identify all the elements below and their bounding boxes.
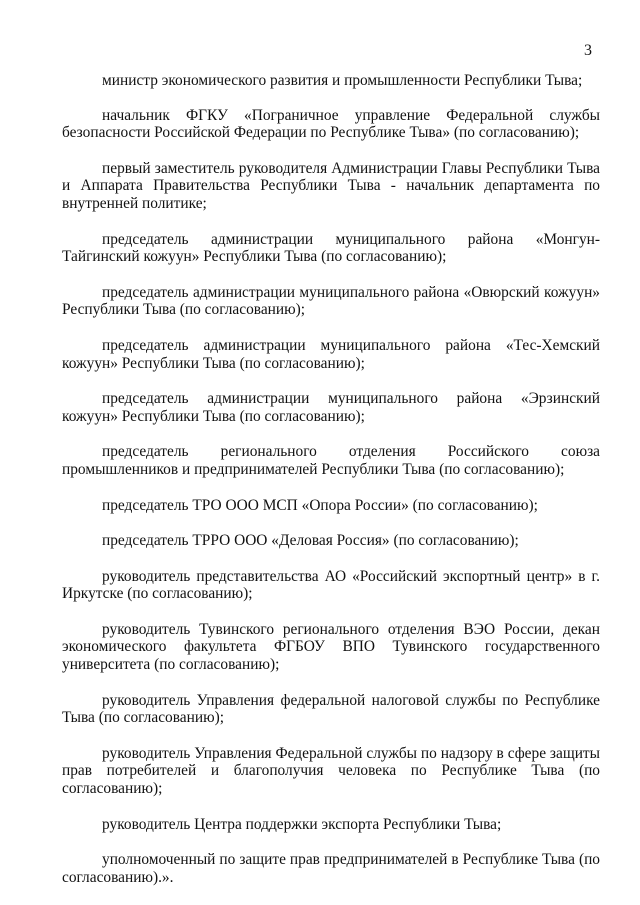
- list-item: председатель регионального отделения Российского союза промышленников и предпринимателей Республики Тыва (по согласованию);: [62, 443, 600, 478]
- list-item: первый заместитель руководителя Администрации Главы Республики Тыва и Аппарата Правительства Республики Тыва - начальник департамента по внутренней политике;: [62, 159, 600, 212]
- list-item: начальник ФГКУ «Пограничное управление Федеральной службы безопасности Российской Федерации по Республике Тыва» (по согласованию);: [62, 106, 600, 142]
- list-item: председатель администрации муниципального района «Монгун-Тайгинский кожуун» Республики Тыва (по согласованию);: [62, 230, 600, 266]
- list-item: председатель ТРРО ООО «Деловая Россия» (по согласованию);: [102, 532, 519, 550]
- list-item: министр экономического развития и промышленности Республики Тыва;: [102, 72, 583, 89]
- list-item: председатель ТРО ООО МСП «Опора России» (по согласованию);: [102, 496, 538, 514]
- list-item: председатель администрации муниципального района «Эрзинский кожуун» Республики Тыва (по согласованию);: [62, 390, 600, 425]
- list-item: уполномоченный по защите прав предпринимателей в Республике Тыва (по согласованию).».: [62, 851, 600, 886]
- list-item: председатель администрации муниципального района «Овюрский кожуун» Республики Тыва (по согласованию);: [62, 283, 600, 319]
- page-number: 3: [584, 42, 592, 59]
- list-item: руководитель Управления федеральной налоговой службы по Республике Тыва (по согласованию);: [62, 691, 600, 727]
- list-item: руководитель Центра поддержки экспорта Республики Тыва;: [102, 815, 502, 833]
- list-item: руководитель представительства АО «Российский экспортный центр» в г. Иркутске (по согласованию);: [62, 567, 600, 603]
- list-item: руководитель Тувинского регионального отделения ВЭО России, декан экономического факультета ФГБОУ ВПО Тувинского государственного университета (по согласованию);: [62, 620, 600, 674]
- list-item: председатель администрации муниципального района «Тес-Хемский кожуун» Республики Тыва (по согласованию);: [62, 336, 600, 372]
- list-item: руководитель Управления Федеральной службы по надзору в сфере защиты прав потребителей и благополучия человека по Республике Тыва (по согласованию);: [62, 744, 600, 798]
- member-list: [62, 72, 600, 904]
